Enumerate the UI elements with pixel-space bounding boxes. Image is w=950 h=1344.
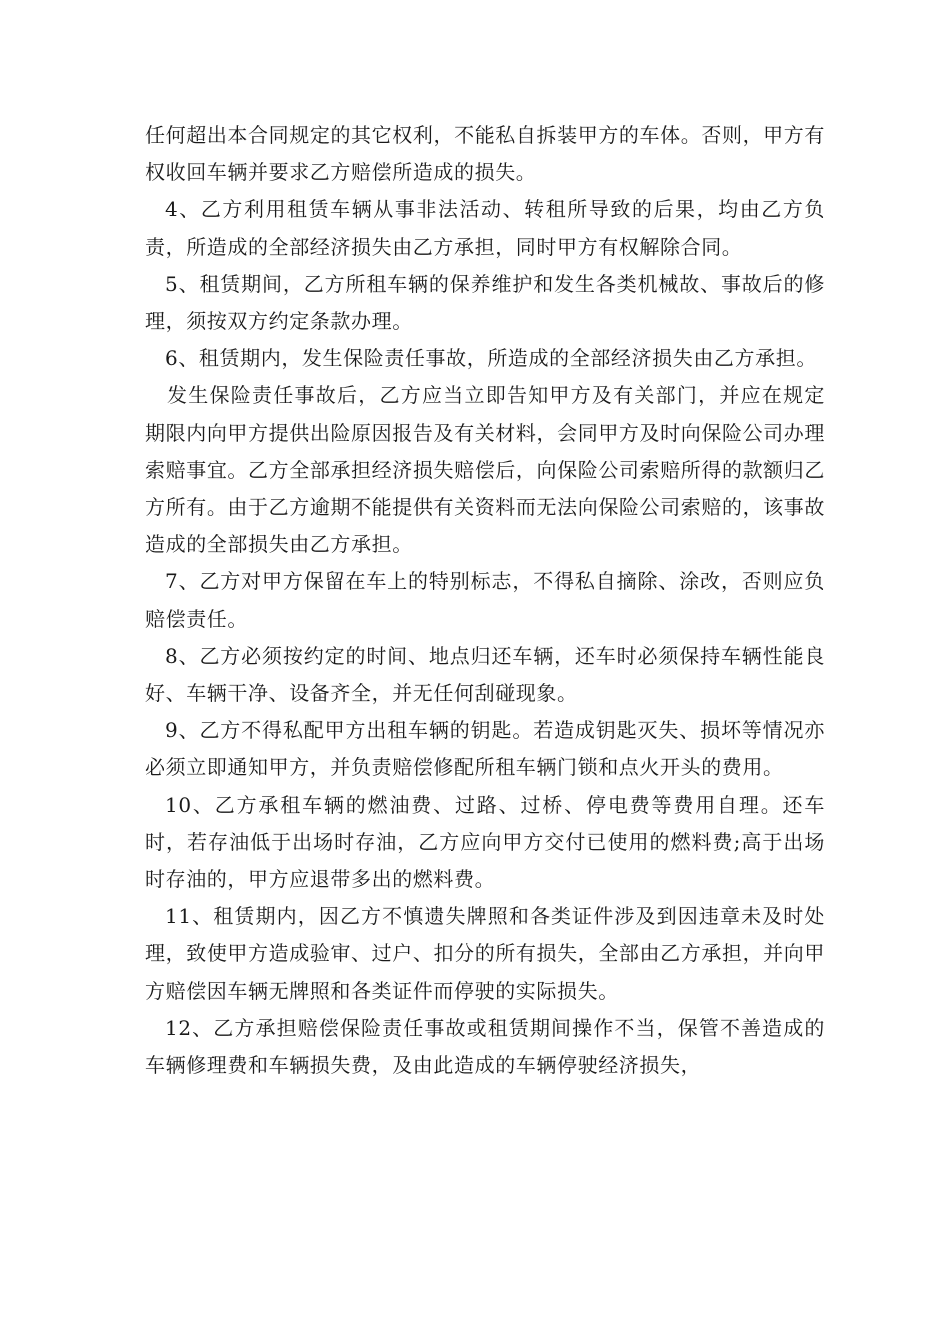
paragraph-clause-6: 6、租赁期内，发生保险责任事故，所造成的全部经济损失由乙方承担。: [165, 346, 817, 371]
paragraph-clause-9: 9、乙方不得私配甲方出租车辆的钥匙。若造成钥匙灭失、损坏等情况亦必须立即通知甲方，并负责赔偿修配所租车辆门锁和点火开头的费用。: [145, 718, 825, 780]
paragraph-continuation: 任何超出本合同规定的其它权利，不能私自拆装甲方的车体。否则，甲方有权收回车辆并要求乙方赔偿所造成的损失。: [145, 123, 825, 185]
paragraph-clause-11: 11、租赁期内，因乙方不慎遗失牌照和各类证件涉及到因违章未及时处理，致使甲方造成验审、过户、扣分的所有损失，全部由乙方承担，并向甲方赔偿因车辆无牌照和各类证件而停驶的实际损失。: [145, 904, 825, 1003]
contract-body: [145, 117, 825, 1084]
paragraph-clause-10: 10、乙方承租车辆的燃油费、过路、过桥、停电费等费用自理。还车时，若存油低于出场时存油，乙方应向甲方交付已使用的燃料费;高于出场时存油的，甲方应退带多出的燃料费。: [145, 792, 825, 892]
paragraph-clause-7: 7、乙方对甲方保留在车上的特别标志，不得私自摘除、涂改，否则应负赔偿责任。: [145, 569, 825, 631]
paragraph-clause-4: 4、乙方利用租赁车辆从事非法活动、转租所导致的后果，均由乙方负责，所造成的全部经济损失由乙方承担，同时甲方有权解除合同。: [145, 197, 825, 259]
paragraph-clause-5: 5、租赁期间，乙方所租车辆的保养维护和发生各类机械故、事故后的修理，须按双方约定条款办理。: [145, 271, 825, 334]
paragraph-clause-8: 8、乙方必须按约定的时间、地点归还车辆，还车时必须保持车辆性能良好、车辆干净、设备齐全，并无任何刮碰现象。: [145, 643, 825, 706]
paragraph-clause-12: 12、乙方承担赔偿保险责任事故或租赁期间操作不当，保管不善造成的车辆修理费和车辆损失费，及由此造成的车辆停驶经济损失，: [145, 1015, 825, 1078]
paragraph-insurance-claim: 发生保险责任事故后，乙方应当立即告知甲方及有关部门，并应在规定期限内向甲方提供出险原因报告及有关材料，会同甲方及时向保险公司办理索赔事宜。乙方全部承担经济损失赔偿后，向保险公司索赔所得的款额归乙方所有。由于乙方逾期不能提供有关资料而无法向保险公司索赔的，该事故造成的全部损失由乙方承担。: [145, 383, 825, 557]
